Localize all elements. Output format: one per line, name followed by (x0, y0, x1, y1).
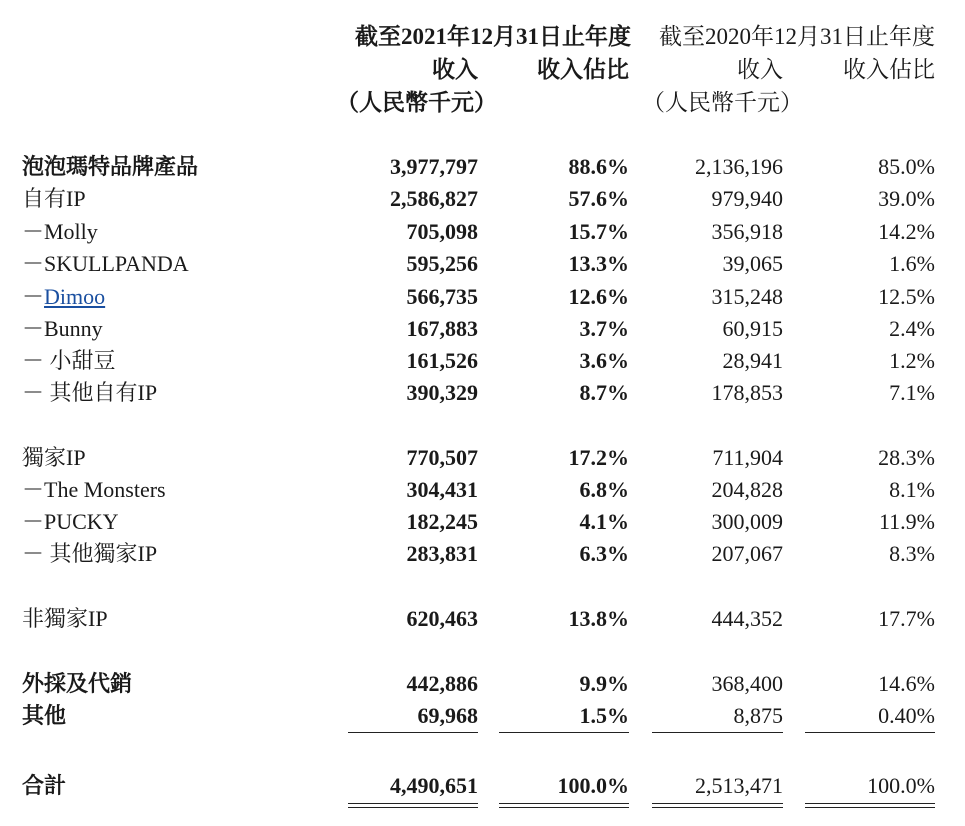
table-row (0, 183, 965, 215)
share-2021: 15.7% (568, 219, 629, 244)
total-double-rule (805, 803, 935, 808)
share-2020: 28.3% (878, 445, 935, 470)
row-label: －SKULLPANDA (22, 251, 189, 276)
revenue-2021: 770,507 (406, 445, 478, 470)
share-2021: 3.6% (579, 348, 629, 373)
header-period-2020: 截至2020年12月31日止年度 (659, 24, 935, 49)
subtotal-rule (805, 732, 935, 733)
share-2020: 14.6% (878, 671, 935, 696)
revenue-2020: 368,400 (711, 671, 783, 696)
header-share-2021: 收入佔比 (537, 57, 629, 82)
subtotal-rule (348, 732, 478, 733)
row-label: 非獨家IP (22, 606, 108, 631)
revenue-2021: 283,831 (406, 541, 478, 566)
revenue-2020: 356,918 (711, 219, 783, 244)
table-row (0, 216, 965, 248)
share-2020: 11.9% (878, 509, 935, 534)
share-2021: 57.6% (568, 186, 629, 211)
row-label: 其他 (22, 703, 67, 728)
row-label (22, 281, 105, 313)
share-2021: 13.3% (568, 251, 629, 276)
share-2020: 100.0% (867, 773, 935, 798)
revenue-2021: 161,526 (406, 348, 478, 373)
row-label: 獨家IP (22, 445, 86, 470)
revenue-2020: 60,915 (722, 316, 783, 341)
revenue-2021: 304,431 (406, 477, 478, 502)
revenue-2020: 300,009 (711, 509, 783, 534)
total-row (0, 770, 965, 802)
table-row (0, 538, 965, 570)
table-row (0, 442, 965, 474)
dimoo-link[interactable]: Dimoo (44, 284, 106, 309)
share-2020: 17.7% (878, 606, 935, 631)
header-share-2020: 收入佔比 (843, 57, 935, 82)
row-label: 外採及代銷 (22, 671, 133, 696)
share-2020: 7.1% (889, 380, 935, 405)
revenue-2021: 167,883 (406, 316, 478, 341)
share-2021: 1.5% (579, 703, 629, 728)
row-label: －Molly (22, 219, 98, 244)
row-label: － 其他自有IP (22, 380, 158, 405)
table-row (0, 700, 965, 732)
share-2020: 14.2% (878, 219, 935, 244)
table-row (0, 248, 965, 280)
table-row (0, 313, 965, 345)
table-row (0, 474, 965, 506)
share-2021: 3.7% (579, 316, 629, 341)
share-2020: 0.40% (878, 703, 935, 728)
revenue-2021: 566,735 (406, 284, 478, 309)
revenue-2020: 39,065 (722, 251, 783, 276)
row-dash: － (22, 284, 45, 309)
subtotal-rule (499, 732, 629, 733)
share-2020: 85.0% (878, 154, 935, 179)
revenue-2021: 3,977,797 (390, 154, 478, 179)
revenue-2020: 8,875 (733, 703, 783, 728)
row-label: －PUCKY (22, 509, 119, 534)
row-label: 自有IP (22, 186, 86, 211)
revenue-2020: 178,853 (711, 380, 783, 405)
share-2020: 2.4% (889, 316, 935, 341)
table-row (0, 377, 965, 409)
row-label: － 小甜豆 (22, 348, 116, 373)
revenue-2021: 705,098 (406, 219, 478, 244)
table-row (0, 151, 965, 183)
share-2020: 12.5% (878, 284, 935, 309)
revenue-2021: 4,490,651 (390, 773, 478, 798)
share-2021: 12.6% (568, 284, 629, 309)
share-2021: 9.9% (579, 671, 629, 696)
share-2020: 1.6% (889, 251, 935, 276)
revenue-2021: 182,245 (406, 509, 478, 534)
revenue-2021: 442,886 (406, 671, 478, 696)
share-2021: 13.8% (568, 606, 629, 631)
share-2020: 39.0% (878, 186, 935, 211)
header-unit-2021: （人民幣千元） (336, 90, 497, 115)
header-unit-2020: （人民幣千元） (642, 90, 803, 115)
header-period-2021: 截至2021年12月31日止年度 (355, 24, 631, 49)
share-2021: 4.1% (579, 509, 629, 534)
total-double-rule (499, 803, 629, 808)
share-2021: 100.0% (557, 773, 629, 798)
row-label: －Bunny (22, 316, 103, 341)
share-2021: 6.3% (579, 541, 629, 566)
subtotal-rule (652, 732, 783, 733)
share-2021: 6.8% (579, 477, 629, 502)
revenue-2021: 2,586,827 (390, 186, 478, 211)
revenue-2020: 207,067 (711, 541, 783, 566)
revenue-2020: 2,136,196 (695, 154, 783, 179)
revenue-2021: 390,329 (406, 380, 478, 405)
revenue-2021: 69,968 (417, 703, 478, 728)
table-row (0, 281, 965, 313)
header-revenue-2020: 收入 (737, 57, 783, 82)
share-2020: 8.1% (889, 477, 935, 502)
row-label: 合計 (22, 773, 67, 798)
revenue-2021: 595,256 (406, 251, 478, 276)
revenue-2020: 204,828 (711, 477, 783, 502)
total-double-rule (348, 803, 478, 808)
table-row (0, 345, 965, 377)
revenue-2020: 979,940 (711, 186, 783, 211)
table-row (0, 668, 965, 700)
share-2021: 17.2% (568, 445, 629, 470)
row-label: －The Monsters (22, 477, 166, 502)
share-2021: 88.6% (568, 154, 629, 179)
revenue-2020: 711,904 (712, 445, 783, 470)
revenue-2020: 28,941 (722, 348, 783, 373)
table-row (0, 506, 965, 538)
table-row (0, 603, 965, 635)
header-revenue-2021: 收入 (432, 57, 478, 82)
share-2020: 8.3% (889, 541, 935, 566)
revenue-2021: 620,463 (406, 606, 478, 631)
revenue-2020: 2,513,471 (695, 773, 783, 798)
row-label: 泡泡瑪特品牌產品 (22, 154, 199, 179)
share-2020: 1.2% (889, 348, 935, 373)
total-double-rule (652, 803, 783, 808)
revenue-2020: 444,352 (711, 606, 783, 631)
share-2021: 8.7% (579, 380, 629, 405)
revenue-2020: 315,248 (711, 284, 783, 309)
row-label: － 其他獨家IP (22, 541, 158, 566)
